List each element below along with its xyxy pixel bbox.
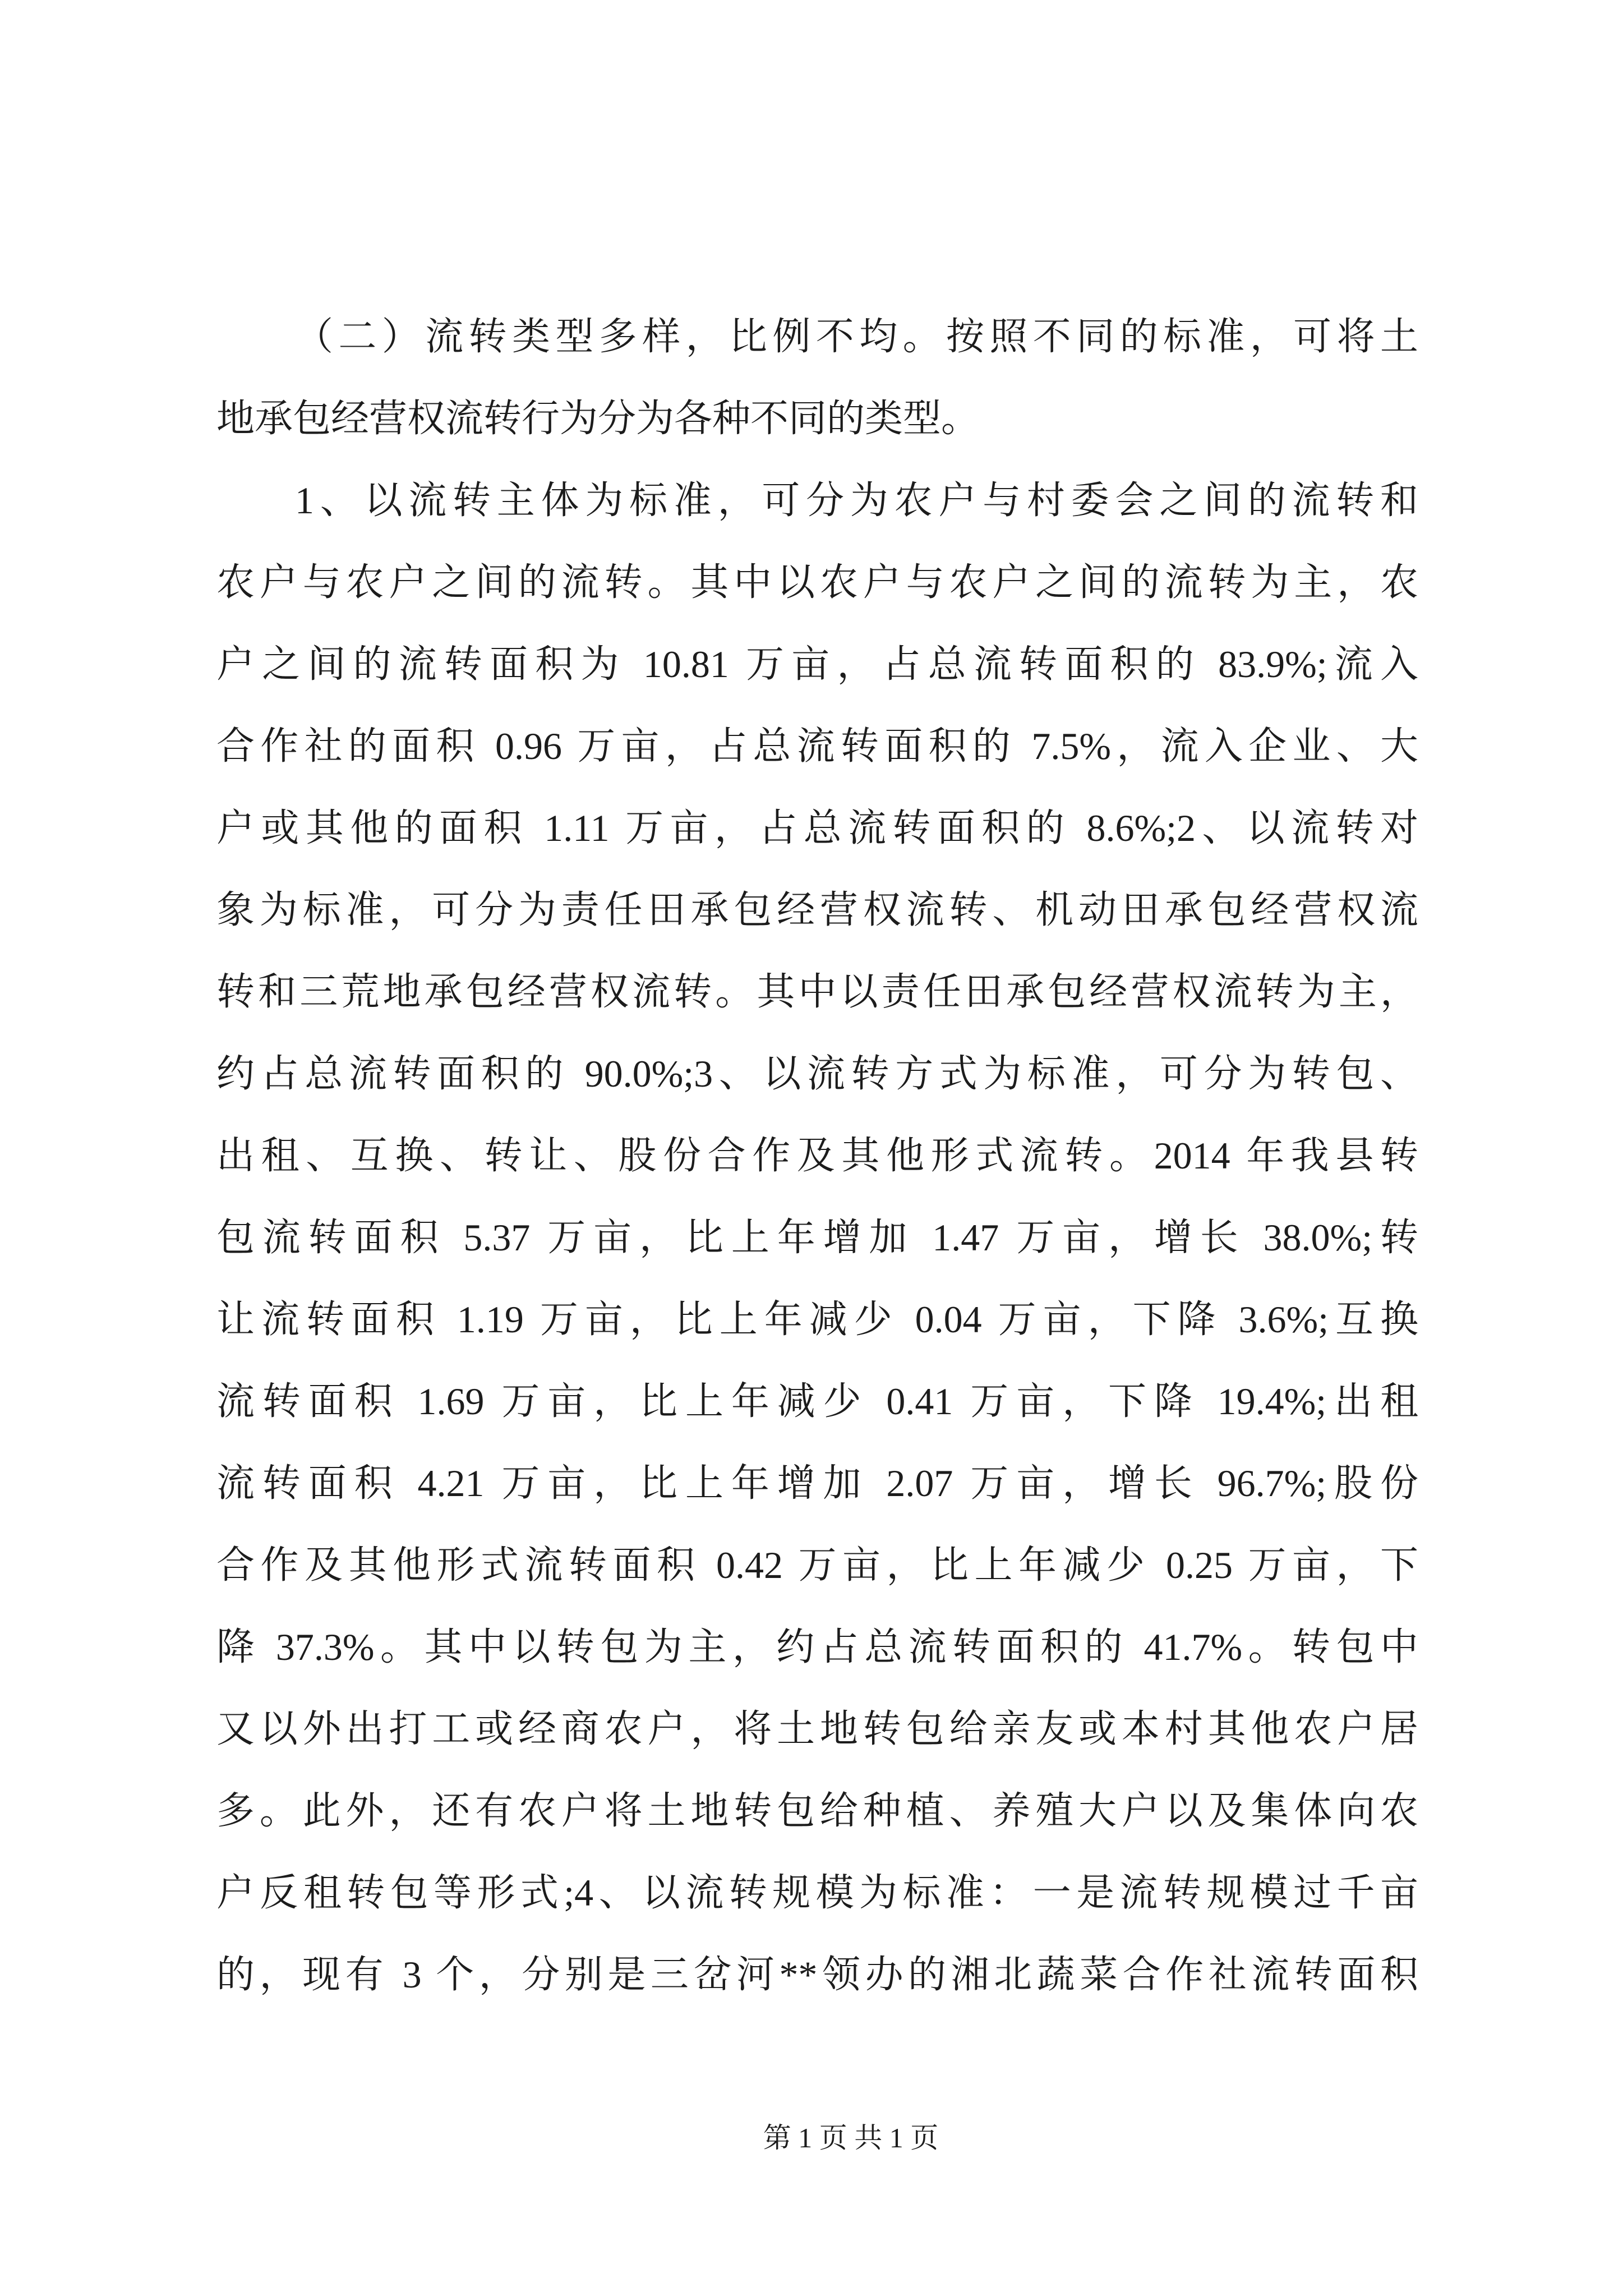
body-line: 象为标准，可分为责任田承包经营权流转、机动田承包经营权流 xyxy=(216,889,1418,931)
body-line: 让流转面积 1.19 万亩，比上年减少 0.04 万亩，下降 3.6%;互换 xyxy=(216,1298,1418,1341)
body-line: 出租、互换、转让、股份合作及其他形式流转。2014 年我县转 xyxy=(216,1134,1418,1177)
body-line: 流转面积 1.69 万亩，比上年减少 0.41 万亩，下降 19.4%;出租 xyxy=(216,1380,1418,1423)
body-line: 1、以流转主体为标准，可分为农户与村委会之间的流转和 xyxy=(295,479,1418,522)
body-line: 的，现有 3 个，分别是三岔河**领办的湘北蔬菜合作社流转面积 xyxy=(216,1953,1418,1996)
page-footer: 第 1 页 共 1 页 xyxy=(763,2122,939,2154)
body-line: 转和三荒地承包经营权流转。其中以责任田承包经营权流转为主， xyxy=(216,970,1418,1013)
body-line: （二）流转类型多样，比例不均。按照不同的标准，可将土 xyxy=(295,315,1418,358)
body-line: 包流转面积 5.37 万亩，比上年增加 1.47 万亩，增长 38.0%;转 xyxy=(216,1216,1418,1259)
body-line: 户之间的流转面积为 10.81 万亩，占总流转面积的 83.9%;流入 xyxy=(216,643,1418,685)
body-text xyxy=(216,296,1418,2016)
body-line: 地承包经营权流转行为分为各种不同的类型。 xyxy=(216,397,980,440)
body-line: 又以外出打工或经商农户，将土地转包给亲友或本村其他农户居 xyxy=(216,1708,1418,1750)
body-line: 流转面积 4.21 万亩，比上年增加 2.07 万亩，增长 96.7%;股份 xyxy=(216,1462,1418,1504)
body-line: 约占总流转面积的 90.0%;3、以流转方式为标准，可分为转包、 xyxy=(216,1052,1418,1095)
body-line: 多。此外，还有农户将土地转包给种植、养殖大户以及集体向农 xyxy=(216,1789,1418,1832)
body-line: 合作社的面积 0.96 万亩，占总流转面积的 7.5%，流入企业、大 xyxy=(216,725,1418,767)
body-line: 降 37.3%。其中以转包为主，约占总流转面积的 41.7%。转包中 xyxy=(216,1626,1418,1668)
body-line: 合作及其他形式流转面积 0.42 万亩，比上年减少 0.25 万亩，下 xyxy=(216,1544,1418,1586)
body-line: 户反租转包等形式;4、以流转规模为标准：一是流转规模过千亩 xyxy=(216,1871,1418,1914)
body-line: 农户与农户之间的流转。其中以农户与农户之间的流转为主，农 xyxy=(216,561,1418,604)
body-line: 户或其他的面积 1.11 万亩，占总流转面积的 8.6%;2、以流转对 xyxy=(216,807,1418,849)
